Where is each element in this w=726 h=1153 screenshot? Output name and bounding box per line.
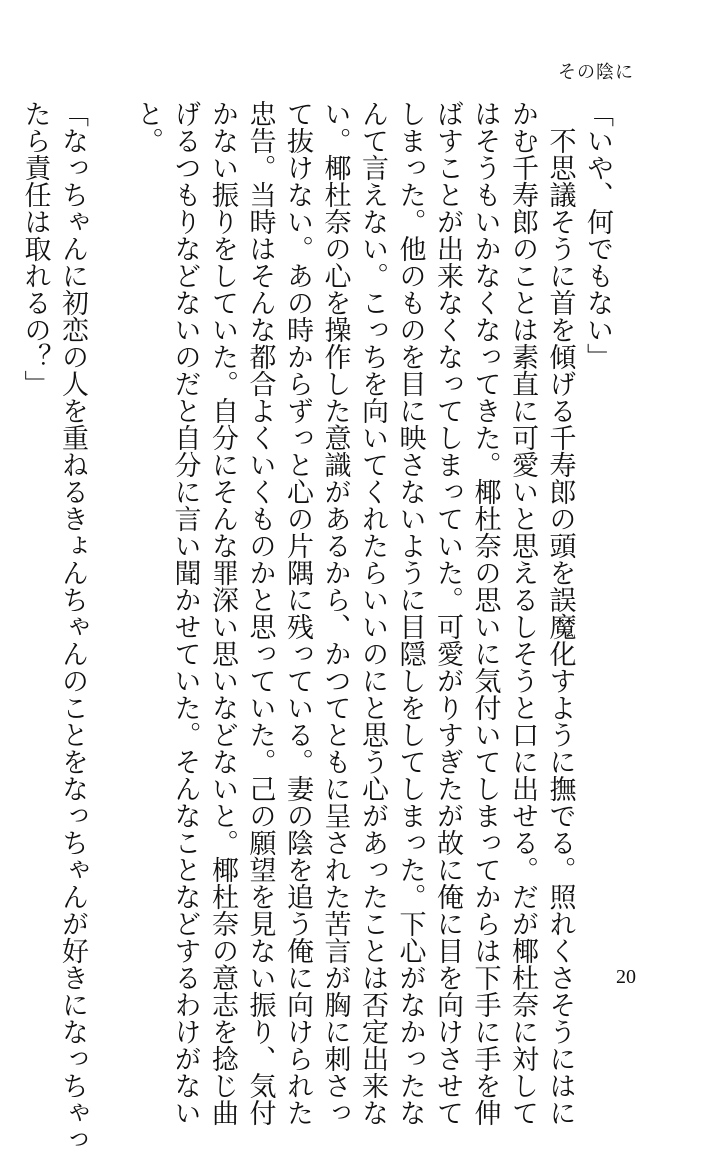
text-line: たら責任は取れるの？」 (19, 100, 51, 397)
text-line: 忠告。当時はそんな都合よくいくものかと思っていた。己の願望を見ない振り、気付 (244, 100, 276, 1126)
text-line: げるつもりなどないのだと自分に言い聞かせていた。そんなことなどするわけがない (169, 100, 201, 1126)
text-line: と。 (132, 100, 163, 154)
running-head: その陰に (558, 62, 634, 83)
text-line: んて言えない。こっちを向いてくれたらいいのにと思う心があったことは否定出来な (357, 100, 388, 1126)
vertical-body-text (16, 100, 616, 1153)
page-number: 20 (616, 966, 636, 988)
text-line: はそうもいかなくなってきた。椰杜奈の思いに気付いてしまってからは下手に手を伸 (469, 100, 501, 1126)
text-line: 「いや、何でもない」 (582, 100, 613, 370)
text-line: かむ千寿郎のことは素直に可愛いと思えるしそうと口に出せる。だが椰杜奈に対して (507, 100, 538, 1126)
text-line: しまった。他のものを目に映さないように目隠しをしてしまった。下心がなかったな (394, 100, 426, 1126)
text-line: 不思議そうに首を傾げる千寿郎の頭を誤魔化すように撫でる。照れくさそうにはに (544, 100, 576, 1126)
text-line: い。椰杜奈の心を操作した意識があるから、かつてともに呈された苦言が胸に刺さっ (319, 100, 351, 1126)
text-line: かない振りをしていた。自分にそんな罪深い思いなどないと。椰杜奈の意志を捻じ曲 (207, 100, 238, 1126)
paragraph-gap (91, 100, 129, 960)
text-line: ばすことが出来なくなってしまっていた。可愛がりすぎたが故に俺に目を向けさせて (432, 100, 463, 1126)
text-line: て抜けない。あの時からずっと心の片隅に残っている。妻の陰を追う俺に向けられた (282, 100, 313, 1126)
text-line: 「なっちゃんに初恋の人を重ねるきょんちゃんのことをなっちゃんが好きになっちゃっ (57, 100, 88, 1153)
